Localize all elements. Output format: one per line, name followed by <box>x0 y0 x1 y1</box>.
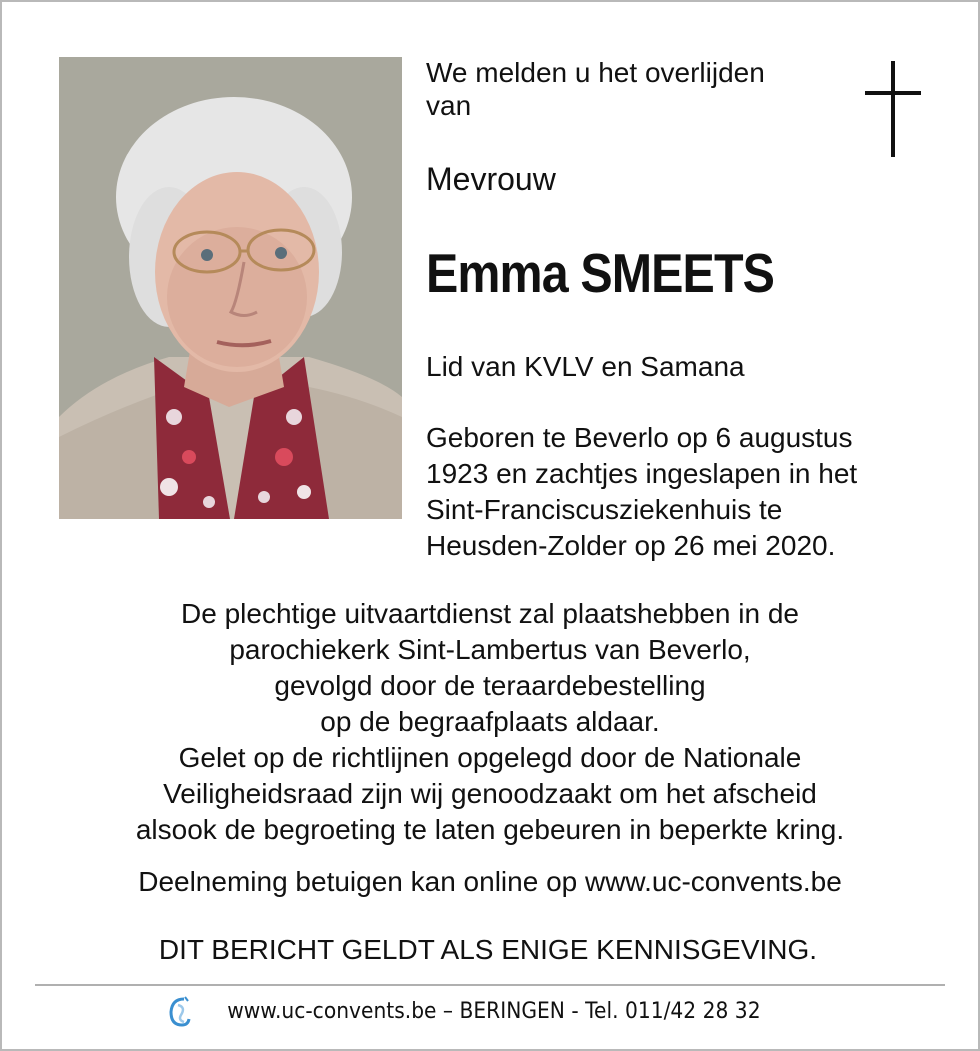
service-line: alsook de begroeting te laten gebeuren in beperkte kring. <box>135 814 845 845</box>
birth-line: 1923 en zachtjes ingeslapen in het <box>426 458 858 489</box>
honorific: Mevrouw <box>426 161 556 197</box>
membership-line: Lid van KVLV en Samana <box>426 351 745 382</box>
intro-line-2: van <box>426 90 472 121</box>
uc-convents-logo-icon <box>166 995 192 1029</box>
service-line: Veiligheidsraad zijn wij genoodzaakt om het afscheid <box>163 778 817 809</box>
portrait-photo <box>59 57 402 519</box>
official-notice-line: DIT BERICHT GELDT ALS ENIGE KENNISGEVING. <box>158 934 818 965</box>
service-line: Gelet op de richtlijnen opgelegd door de Nationale <box>178 742 802 773</box>
service-line: op de begraafplaats aldaar. <box>320 706 660 737</box>
service-paragraph <box>0 596 980 848</box>
birth-line: Geboren te Beverlo op 6 augustus <box>426 422 853 453</box>
birth-line: Sint-Franciscusziekenhuis te <box>426 494 783 525</box>
service-line: gevolgd door de teraardebestelling <box>274 670 706 701</box>
intro-line-1: We melden u het overlijden <box>426 57 765 88</box>
service-line: parochiekerk Sint-Lambertus van Beverlo, <box>229 634 751 665</box>
service-line: De plechtige uitvaartdienst zal plaatshebben in de <box>181 598 799 629</box>
deceased-name: Emma SMEETS <box>426 242 775 304</box>
footer-divider <box>35 984 945 986</box>
birth-death-details <box>426 420 966 564</box>
cross-icon <box>865 61 921 157</box>
footer <box>0 992 980 1032</box>
intro-text <box>426 56 846 122</box>
footer-contact-text: www.uc-convents.be – BERINGEN - Tel. 011/42 28 32 <box>227 999 761 1024</box>
condolence-line: Deelneming betuigen kan online op www.uc-convents.be <box>138 866 842 897</box>
birth-line: Heusden-Zolder op 26 mei 2020. <box>426 530 836 561</box>
